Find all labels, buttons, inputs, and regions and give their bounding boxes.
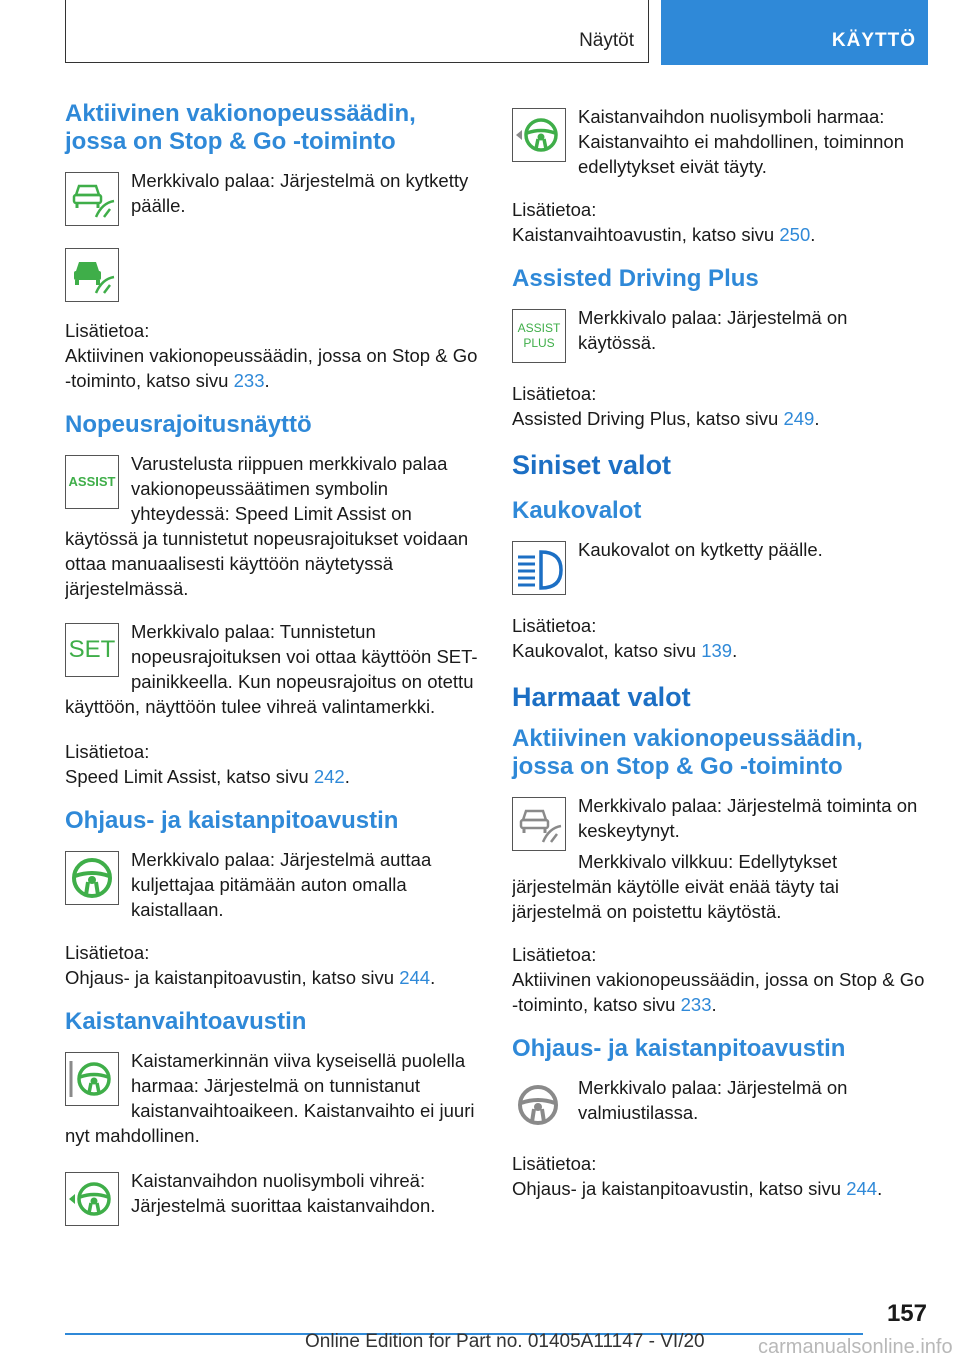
lane-text-3: Kaistanvaihdon nuolisymboli harmaa: Kaistanvaihto ei mahdollinen, toiminnon edellytykset eivät täyty. bbox=[578, 106, 905, 177]
steer-text: Merkkivalo palaa: Järjestelmä auttaa kuljettajaa pitämään auton omalla kaistallaan. bbox=[131, 849, 432, 920]
steer-reference: Ohjaus- ja kaistanpitoavustin, katso sivu 244. bbox=[65, 967, 436, 988]
page-number: 157 bbox=[886, 1300, 927, 1327]
set-icon-text: SET bbox=[68, 636, 116, 663]
acc2-reference: Aktiivinen vakionopeussäädin, jossa on Stop & Go -toiminto, katso sivu 233. bbox=[512, 969, 925, 1015]
acc-indicator-2 bbox=[65, 244, 481, 302]
lane-reference: Kaistanvaihtoavustin, katso sivu 250. bbox=[512, 224, 816, 245]
hb-reference: Kaukovalot, katso sivu 139. bbox=[512, 640, 738, 661]
right-column bbox=[512, 104, 928, 1215]
adp-heading: Assisted Driving Plus bbox=[512, 265, 759, 292]
chapter-label: KÄYTTÖ bbox=[831, 30, 916, 51]
adp-ref-text: Assisted Driving Plus, katso sivu bbox=[512, 408, 784, 429]
hb-ref-text: Kaukovalot, katso sivu bbox=[512, 640, 702, 661]
set-icon bbox=[65, 623, 119, 677]
lane-page-link[interactable]: 250 bbox=[779, 224, 811, 245]
steering-wheel-gray-icon bbox=[512, 1079, 566, 1133]
acc-text: Merkkivalo palaa: Järjestelmä on kytketty päälle. bbox=[131, 170, 469, 216]
steer2-more-label: Lisätietoa: bbox=[512, 1153, 597, 1174]
acc-heading: Aktiivinen vakionopeussäädin, jossa on Stop & Go -toiminto bbox=[65, 100, 416, 155]
speed-more-label: Lisätietoa: bbox=[65, 741, 150, 762]
grey-lights-heading: Harmaat valot bbox=[512, 682, 691, 712]
acc2-page-link[interactable]: 233 bbox=[680, 994, 712, 1015]
high-beam-icon bbox=[512, 541, 566, 595]
acc2-ref-text: Aktiivinen vakionopeussäädin, jossa on Stop & Go -toiminto, katso sivu bbox=[512, 969, 925, 1015]
lane-indicator-2 bbox=[65, 1168, 481, 1232]
steer2-ref-text: Ohjaus- ja kaistanpitoavustin, katso sivu bbox=[512, 1178, 847, 1199]
steer-ref-text: Ohjaus- ja kaistanpitoavustin, katso sivu bbox=[65, 967, 400, 988]
lane-text-1: Kaistamerkinnän viiva kyseisellä puolella harmaa: Järjestelmä on tunnistanut kaistanvaihtoaikeen. Kaistanvaihto ei juuri nyt mahdollinen. bbox=[65, 1050, 475, 1146]
adp-indicator bbox=[512, 305, 928, 369]
acc2-text-1: Merkkivalo palaa: Järjestelmä toiminta on keskeytynyt. bbox=[578, 795, 918, 841]
acc2-text-2: Merkkivalo vilkkuu: Edellytykset järjestelmän käytölle eivät enää täyty tai järjestelmä on poistettu käytöstä. bbox=[512, 851, 840, 922]
adp-more-label: Lisätietoa: bbox=[512, 383, 597, 404]
lane-change-gray-line-icon bbox=[65, 1052, 119, 1106]
left-column bbox=[65, 100, 481, 1244]
speed-page-link[interactable]: 242 bbox=[313, 766, 345, 787]
speed-reference: Speed Limit Assist, katso sivu 242. bbox=[65, 766, 350, 787]
assist-icon-text: ASSIST bbox=[68, 474, 116, 489]
high-beam-heading: Kaukovalot bbox=[512, 497, 642, 524]
acc-reference: Aktiivinen vakionopeussäädin, jossa on Stop & Go -toiminto, katso sivu 233. bbox=[65, 345, 478, 391]
adp-text: Merkkivalo palaa: Järjestelmä on käytössä. bbox=[578, 307, 848, 353]
section-tab bbox=[65, 0, 649, 63]
section-label: Näytöt bbox=[579, 30, 634, 51]
steer-more-label: Lisätietoa: bbox=[65, 942, 150, 963]
acc-gray-icon bbox=[512, 797, 566, 851]
steer2-indicator bbox=[512, 1075, 928, 1139]
speed-set-indicator bbox=[65, 619, 481, 725]
assist-plus-icon-text: ASSIST PLUS bbox=[517, 321, 561, 350]
chapter-tab bbox=[661, 0, 928, 65]
steer-page-link[interactable]: 244 bbox=[399, 967, 431, 988]
speed-heading: Nopeusrajoitusnäyttö bbox=[65, 411, 312, 438]
header-tabs bbox=[65, 0, 928, 65]
assist-icon bbox=[65, 455, 119, 509]
acc2-heading: Aktiivinen vakionopeussäädin, jossa on Stop & Go -toiminto bbox=[512, 725, 863, 780]
high-beam-text: Kaukovalot on kytketty päälle. bbox=[578, 539, 823, 560]
acc-indicator bbox=[65, 168, 481, 232]
acc-green-filled-icon bbox=[65, 248, 119, 302]
adp-page-link[interactable]: 249 bbox=[783, 408, 815, 429]
speed-assist-indicator bbox=[65, 451, 481, 607]
steering-wheel-green-icon bbox=[65, 851, 119, 905]
hb-more-label: Lisätietoa: bbox=[512, 615, 597, 636]
steer2-heading: Ohjaus- ja kaistanpitoavustin bbox=[512, 1035, 846, 1062]
steer2-page-link[interactable]: 244 bbox=[846, 1178, 878, 1199]
adp-reference: Assisted Driving Plus, katso sivu 249. bbox=[512, 408, 820, 429]
acc-ref-text: Aktiivinen vakionopeussäädin, jossa on Stop & Go -toiminto, katso sivu bbox=[65, 345, 478, 391]
steer2-reference: Ohjaus- ja kaistanpitoavustin, katso sivu 244. bbox=[512, 1178, 883, 1199]
acc2-indicator bbox=[512, 793, 928, 930]
speed-text-2: Merkkivalo palaa: Tunnistetun nopeusrajoituksen voi ottaa käyttöön SET-painikkeella. Kun nopeusrajoitus on otettu käyttöön, näyttöön tulee vihreä valintamerkki. bbox=[65, 621, 478, 717]
lane-change-green-arrow-icon bbox=[65, 1172, 119, 1226]
lane-change-gray-arrow-icon bbox=[512, 108, 566, 162]
lane-indicator-1 bbox=[65, 1048, 481, 1154]
steer-indicator bbox=[65, 847, 481, 928]
acc-more-label: Lisätietoa: bbox=[65, 320, 150, 341]
hb-page-link[interactable]: 139 bbox=[701, 640, 733, 661]
lane-more-label: Lisätietoa: bbox=[512, 199, 597, 220]
high-beam-indicator bbox=[512, 537, 928, 601]
acc-green-icon bbox=[65, 172, 119, 226]
edition-text: Online Edition for Part no. 01405A11147 - VI/20 bbox=[305, 1331, 705, 1352]
acc-page-link[interactable]: 233 bbox=[233, 370, 265, 391]
lane-indicator-3 bbox=[512, 104, 928, 185]
lane-text-2: Kaistanvaihdon nuolisymboli vihreä: Järjestelmä suorittaa kaistanvaihdon. bbox=[131, 1170, 436, 1216]
speed-ref-text: Speed Limit Assist, katso sivu bbox=[65, 766, 314, 787]
assist-plus-icon bbox=[512, 309, 566, 363]
acc2-more-label: Lisätietoa: bbox=[512, 944, 597, 965]
lane-heading: Kaistanvaihtoavustin bbox=[65, 1008, 307, 1035]
steer2-text: Merkkivalo palaa: Järjestelmä on valmiustilassa. bbox=[578, 1077, 848, 1123]
watermark: carmanualsonline.info bbox=[758, 1336, 953, 1358]
speed-text-1: Varustelusta riippuen merkkivalo palaa vakionopeussäätimen symbolin yhteydessä: Speed Limit Assist on käytössä ja tunnistetut nopeusrajoitukset voidaan ottaa manuaalisesti käyttöön näytetyssä järjestelmässä. bbox=[65, 453, 469, 599]
blue-lights-heading: Siniset valot bbox=[512, 450, 672, 480]
lane-ref-text: Kaistanvaihtoavustin, katso sivu bbox=[512, 224, 780, 245]
steer-heading: Ohjaus- ja kaistanpitoavustin bbox=[65, 807, 399, 834]
